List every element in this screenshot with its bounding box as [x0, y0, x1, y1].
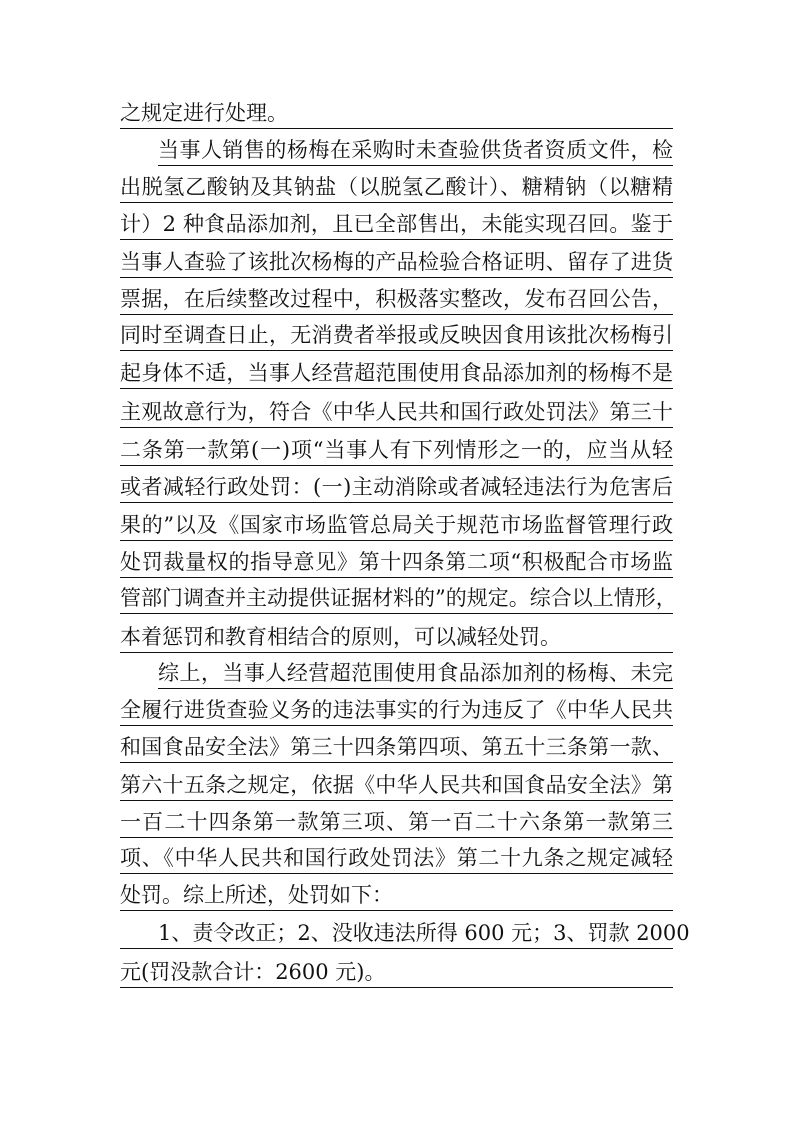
paragraph-first-line: 综上，当事人经营超范围使用食品添加剂的杨梅、未完 [158, 659, 673, 689]
text-line: 项、《中华人民共和国行政处罚法》第二十九条之规定减轻 [120, 844, 673, 874]
text-line: 全履行进货查验义务的违法事实的行为违反了《中华人民共 [120, 696, 673, 726]
text-line: 处罚裁量权的指导意见》第十四条第二项“积极配合市场监 [120, 548, 673, 578]
paragraph-first-line: 当事人销售的杨梅在采购时未查验供货者资质文件，检 [158, 136, 673, 166]
text-line: 出脱氢乙酸钠及其钠盐（以脱氢乙酸计）、糖精钠（以糖精 [120, 173, 673, 203]
text-line: 计）2 种食品添加剂，且已全部售出，未能实现召回。鉴于 [120, 210, 673, 240]
text-line: 当事人查验了该批次杨梅的产品检验合格证明、留存了进货 [120, 248, 673, 278]
text-line: 和国食品安全法》第三十四条第四项、第五十三条第一款、 [120, 733, 673, 763]
penalty-total-line: 元(罚没款合计：2600 元)。 [120, 958, 673, 988]
penalty-line: 1、责令改正；2、没收违法所得 600 元；3、罚款 2000 [120, 919, 673, 949]
text-line: 主观故意行为，符合《中华人民共和国行政处罚法》第三十 [120, 398, 673, 428]
text-line: 第六十五条之规定，依据《中华人民共和国食品安全法》第 [120, 771, 673, 801]
text-line: 本着惩罚和教育相结合的原则，可以减轻处罚。 [120, 623, 673, 653]
text-line: 一百二十四条第一款第三项、第一百二十六条第一款第三 [120, 808, 673, 838]
text-line: 起身体不适，当事人经营超范围使用食品添加剂的杨梅不是 [120, 359, 673, 389]
text-line: 果的”以及《国家市场监管总局关于规范市场监督管理行政 [120, 511, 673, 541]
text-line: 管部门调查并主动提供证据材料的”的规定。综合以上情形， [120, 584, 673, 614]
text-line: 处罚。综上所述，处罚如下： [120, 881, 673, 911]
text-line: 票据，在后续整改过程中，积极落实整改，发布召回公告， [120, 285, 673, 315]
text-line: 二条第一款第(一)项“当事人有下列情形之一的，应当从轻 [120, 436, 673, 466]
text-line: 之规定进行处理。 [120, 99, 673, 129]
text-line: 同时至调查日止，无消费者举报或反映因食用该批次杨梅引 [120, 321, 673, 351]
text-line: 或者减轻行政处罚：(一)主动消除或者减轻违法行为危害后 [120, 473, 673, 503]
